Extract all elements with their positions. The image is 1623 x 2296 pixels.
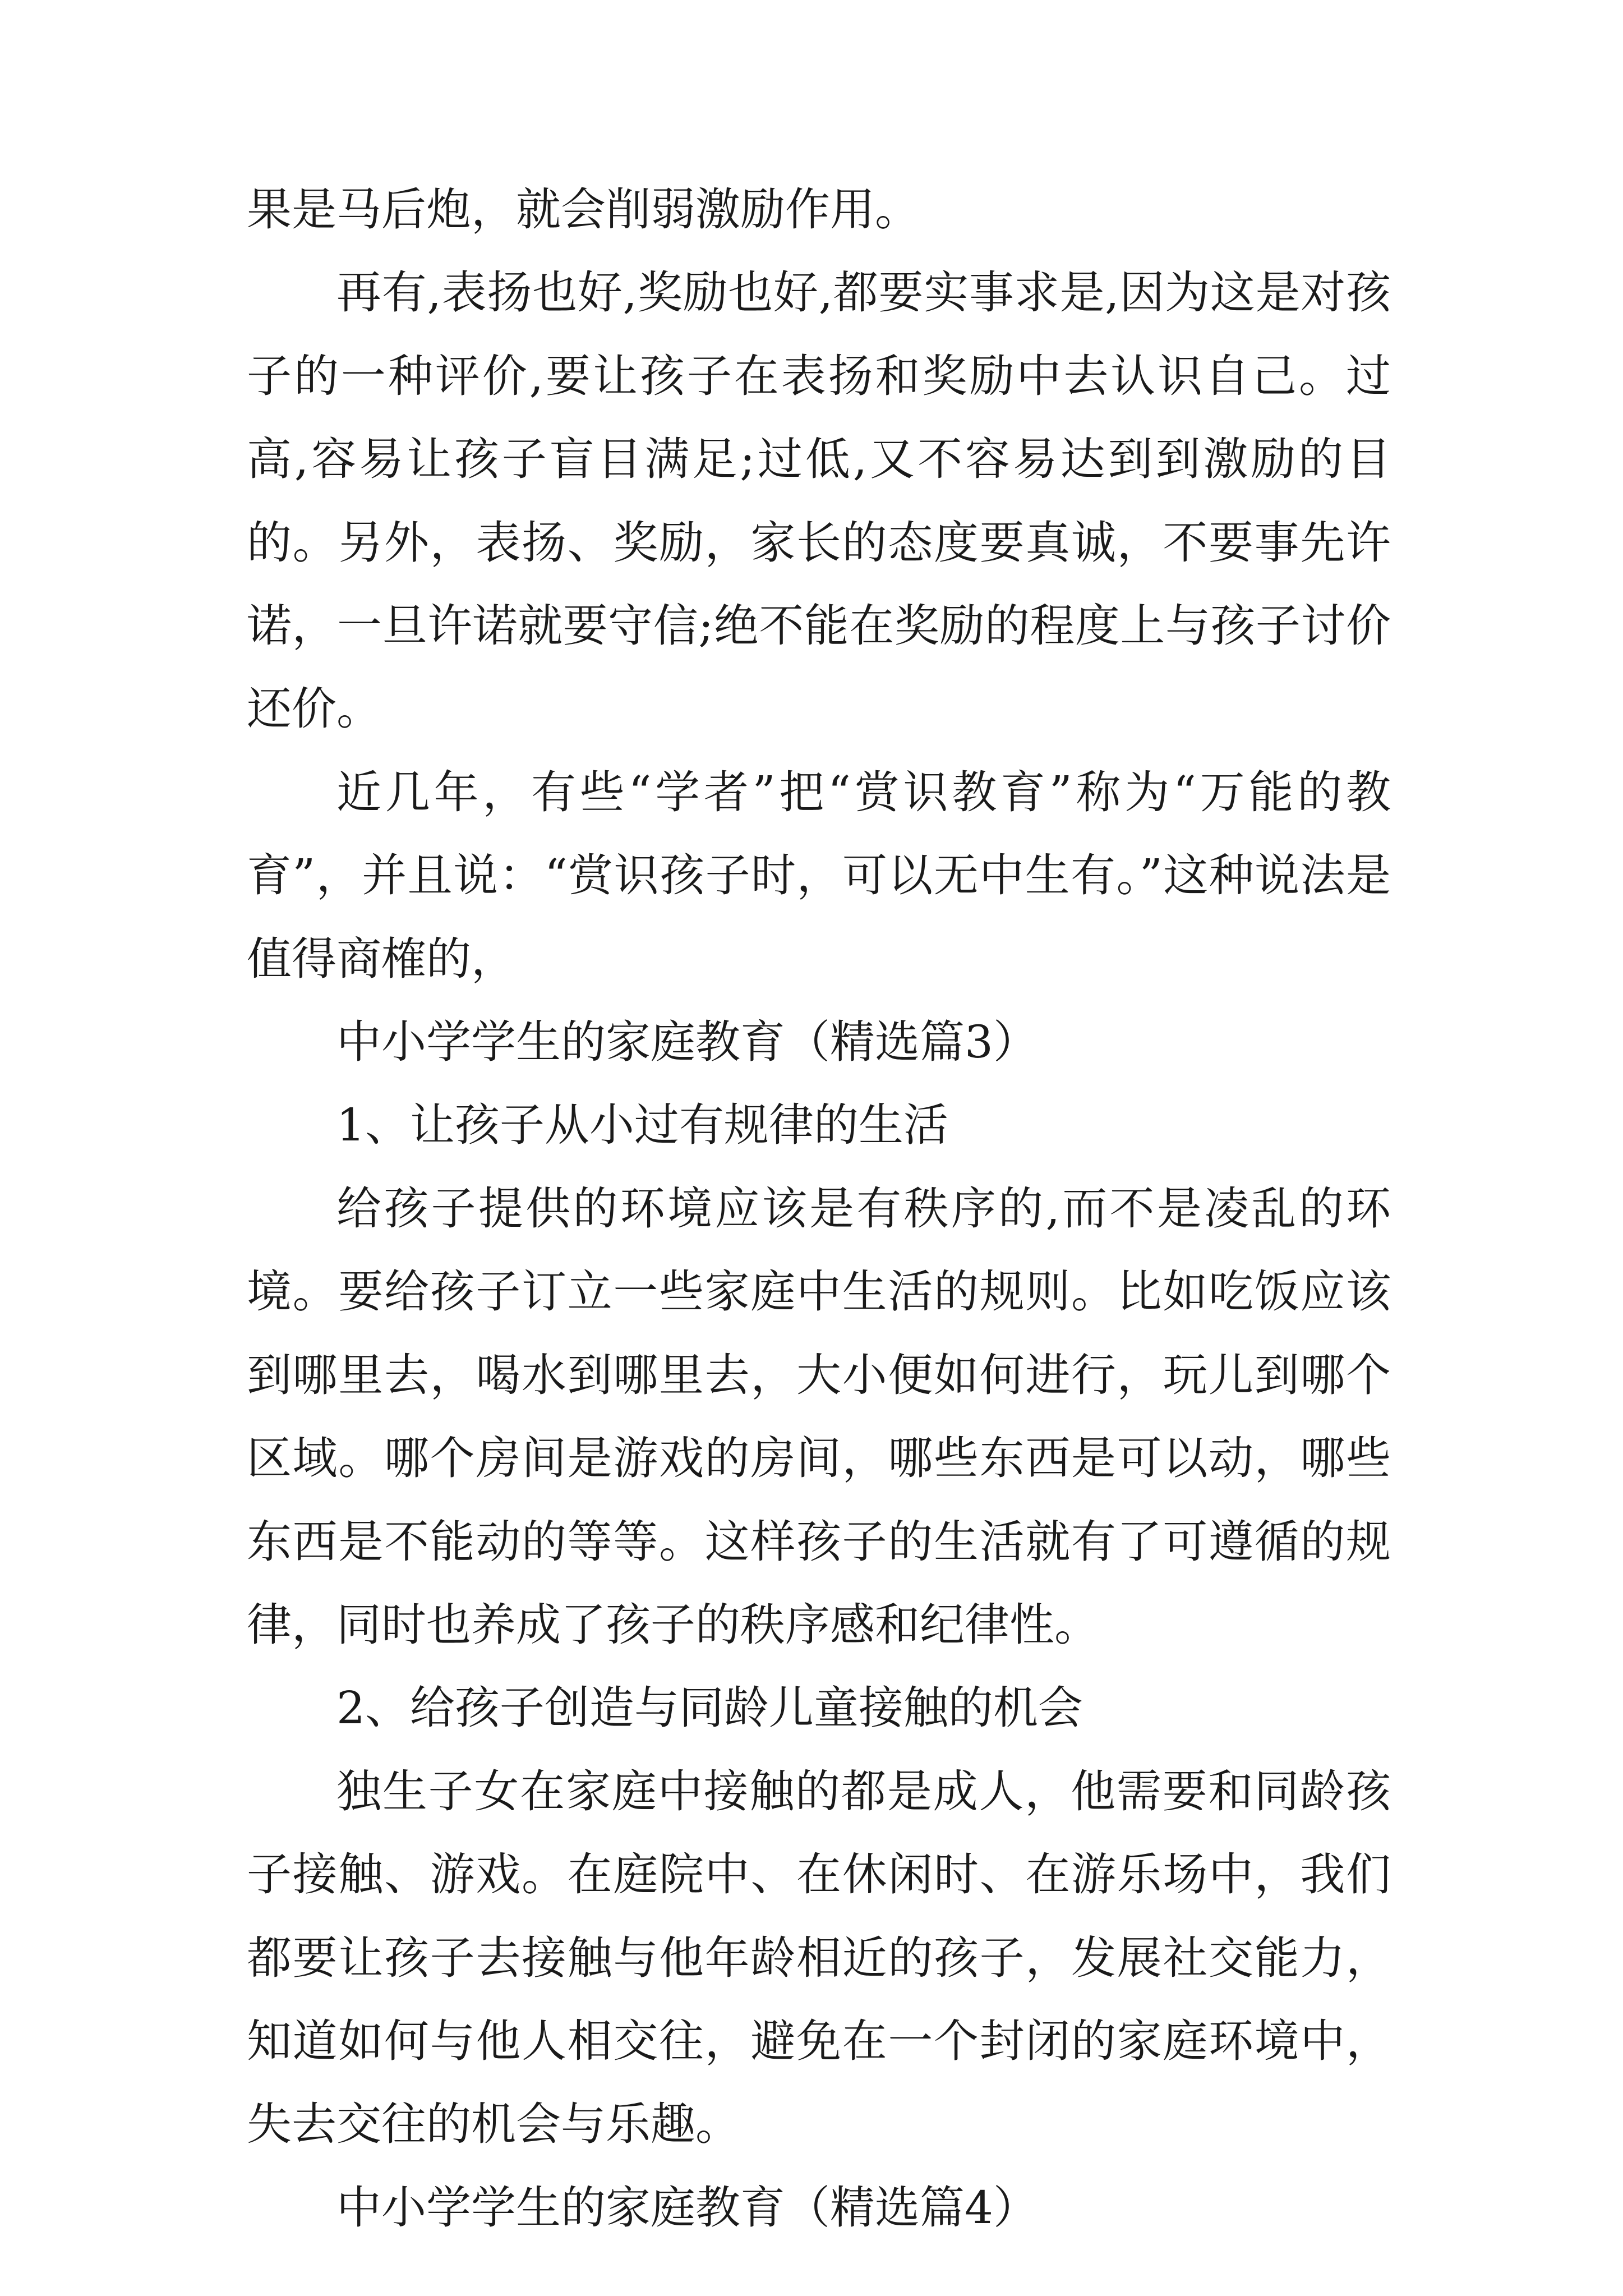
subheading-peer-contact: 2、给孩子创造与同龄儿童接触的机会: [336, 1682, 1083, 1734]
section-heading-4: 中小学学生的家庭教育（精选篇4）: [336, 2181, 1038, 2234]
paragraph-praise-reward: 再有,表扬也好,奖励也好,都要实事求是,因为这是对孩子的一种评价,要让孩子在表扬和奖励中去认识自己。过高,容易让孩子盲目满足;过低,又不容易达到到激励的目的。另外，表扬、奖励，家长的态度要真诚，不要事先许诺，一旦许诺就要守信;绝不能在奖励的程度上与孩子讨价还价。: [247, 266, 1391, 735]
document-body: [247, 168, 1391, 2249]
section-heading-3: 中小学学生的家庭教育（精选篇3）: [336, 1016, 1038, 1069]
paragraph-appreciation-education: 近几年，有些“学者”把“赏识教育”称为“万能的教育”，并且说：“赏识孩子时，可以无中生有。”这种说法是值得商榷的，: [247, 766, 1391, 985]
paragraph-orderly-environment: 给孩子提供的环境应该是有秩序的,而不是凌乱的环境。要给孩子订立一些家庭中生活的规则。比如吃饭应该到哪里去，喝水到哪里去，大小便如何进行，玩儿到哪个区域。哪个房间是游戏的房间，哪些东西是可以动，哪些东西是不能动的等等。这样孩子的生活就有了可遵循的规律，同时也养成了孩子的秩序感和纪律性。: [247, 1182, 1391, 1651]
paragraph-continuation: 果是马后炮，就会削弱激励作用。: [247, 183, 920, 236]
paragraph-only-child: 独生子女在家庭中接触的都是成人，他需要和同龄孩子接触、游戏。在庭院中、在休闲时、在游乐场中，我们都要让孩子去接触与他年龄相近的孩子，发展社交能力，知道如何与他人相交往，避免在一个封闭的家庭环境中，失去交往的机会与乐趣。: [247, 1765, 1391, 2151]
subheading-regular-life: 1、让孩子从小过有规律的生活: [336, 1099, 948, 1152]
